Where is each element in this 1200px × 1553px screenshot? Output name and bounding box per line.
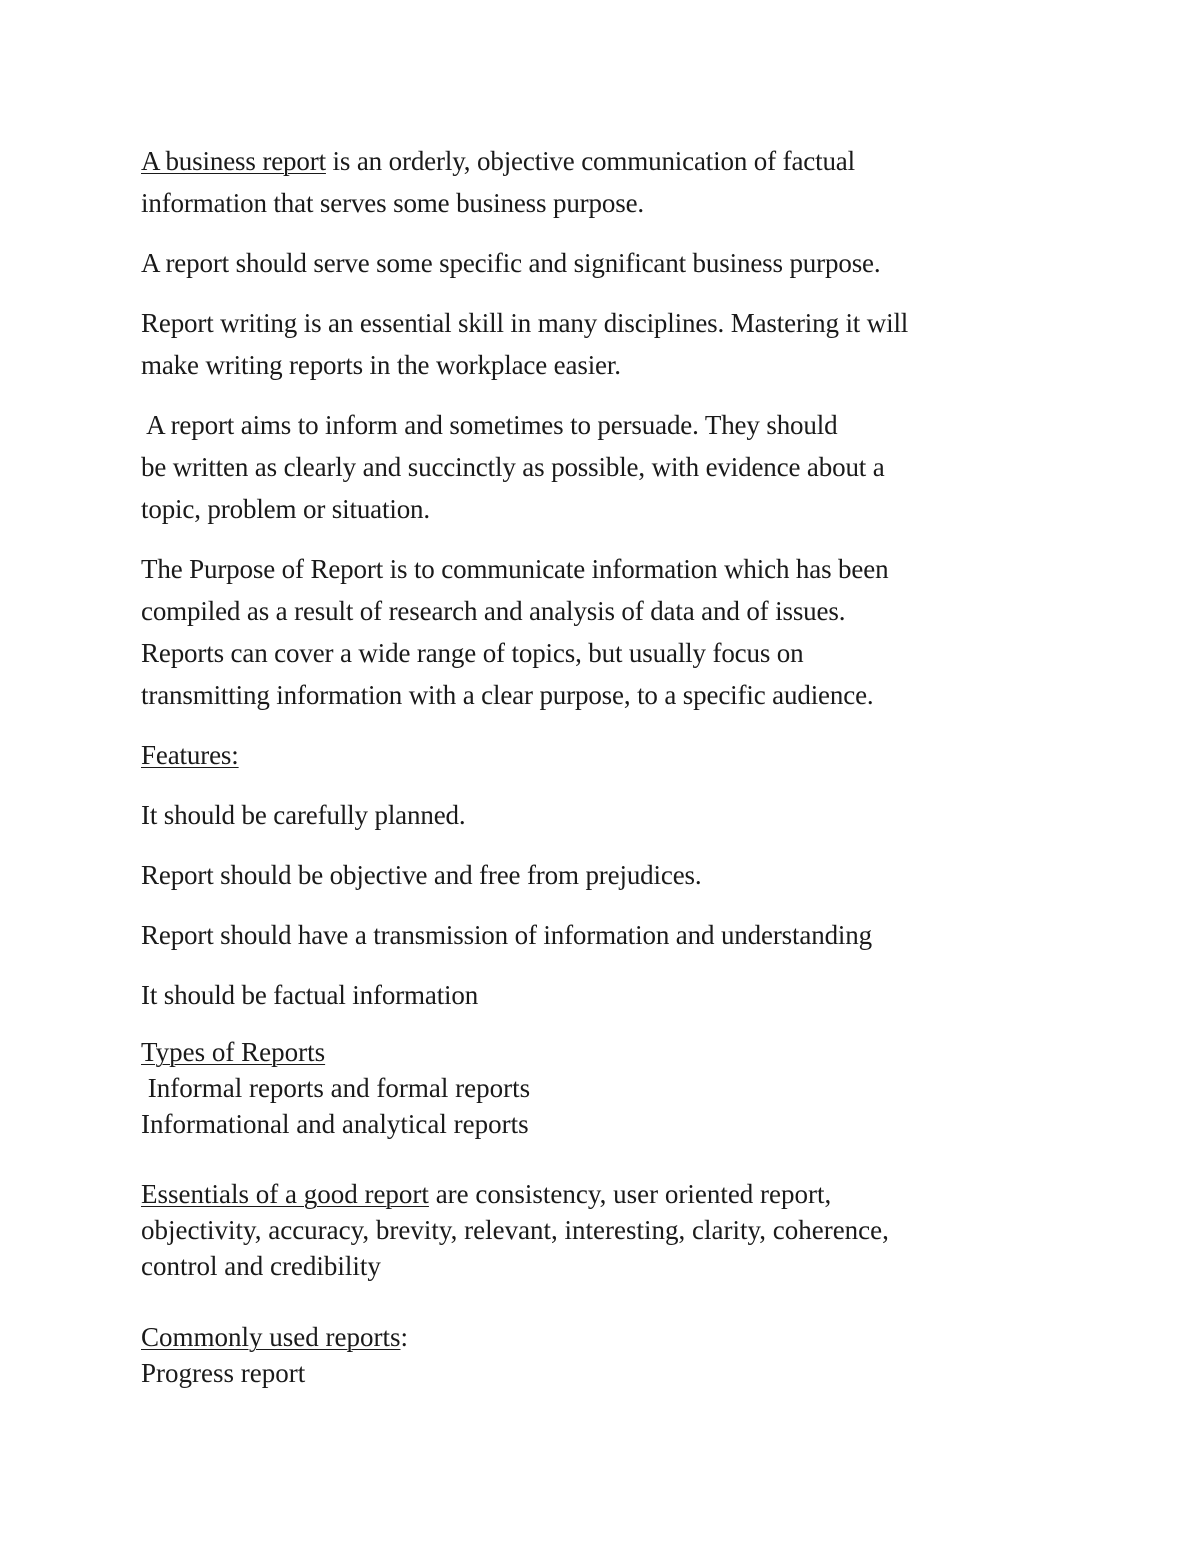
purpose-line-1: The Purpose of Report is to communicate information which has been (141, 554, 889, 584)
types-heading-text: Types of Reports (141, 1037, 326, 1067)
essentials-line-2: objectivity, accuracy, brevity, relevant, interesting, clarity, coherence, (141, 1215, 889, 1245)
feature-item: Report should have a transmission of information and understanding (141, 920, 872, 950)
paragraph-definition (141, 140, 1071, 224)
definition-line-1: is an orderly, objective communication of factual (325, 146, 855, 176)
common-reports-colon: : (400, 1322, 408, 1352)
paragraph-purpose-short: A report should serve some specific and significant business purpose. (141, 248, 881, 278)
paragraph-purpose-of-report (141, 548, 1071, 716)
term-essentials: Essentials of a good report (141, 1179, 429, 1209)
paragraph-report-aims (141, 404, 1071, 530)
types-item: Informational and analytical reports (141, 1109, 529, 1139)
types-item: Informal reports and formal reports (141, 1073, 531, 1103)
definition-line-2: information that serves some business purpose. (141, 188, 645, 218)
common-reports-section (141, 1319, 1071, 1391)
report-aims-line-1: A report aims to inform and sometimes to persuade. They should (141, 410, 838, 440)
purpose-line-4: transmitting information with a clear purpose, to a specific audience. (141, 680, 874, 710)
features-heading (141, 734, 1071, 776)
common-report-item: Progress report (141, 1358, 306, 1388)
report-writing-line-1: Report writing is an essential skill in many disciplines. Mastering it will (141, 308, 909, 338)
types-section (141, 1034, 1071, 1142)
common-reports-heading-text: Commonly used reports (141, 1322, 401, 1352)
feature-item: Report should be objective and free from prejudices. (141, 860, 702, 890)
essentials-line-3: control and credibility (141, 1251, 381, 1281)
essentials-section (141, 1176, 1071, 1284)
features-heading-text: Features: (141, 740, 239, 770)
feature-item: It should be factual information (141, 980, 479, 1010)
essentials-line-1-rest: are consistency, user oriented report, (428, 1179, 832, 1209)
paragraph-report-writing (141, 302, 1071, 386)
purpose-line-2: compiled as a result of research and analysis of data and of issues. (141, 596, 846, 626)
term-business-report: A business report (141, 146, 326, 176)
purpose-line-3: Reports can cover a wide range of topics, but usually focus on (141, 638, 804, 668)
report-aims-line-3: topic, problem or situation. (141, 494, 431, 524)
feature-item: It should be carefully planned. (141, 800, 466, 830)
report-aims-line-2: be written as clearly and succinctly as possible, with evidence about a (141, 452, 885, 482)
types-heading (141, 1034, 1071, 1070)
common-reports-heading (141, 1319, 1071, 1355)
essentials-line-1 (141, 1176, 1071, 1212)
document-body (141, 140, 1071, 1391)
report-writing-line-2: make writing reports in the workplace easier. (141, 350, 621, 380)
